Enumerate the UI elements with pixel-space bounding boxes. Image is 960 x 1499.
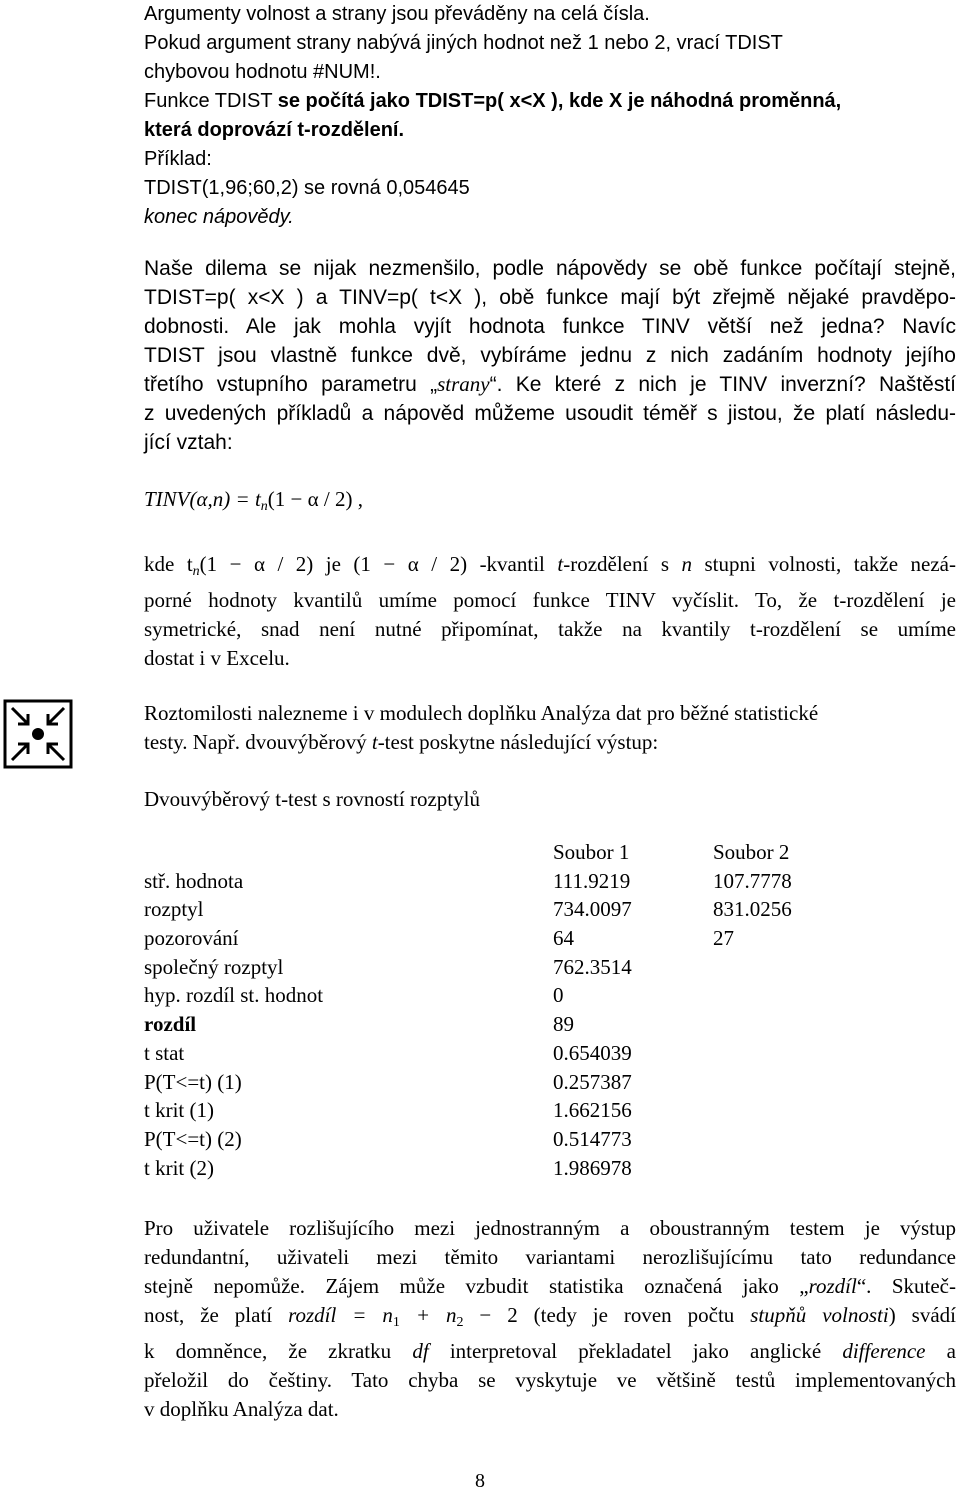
collapse-arrows-icon <box>2 698 74 770</box>
table-cell: 27 <box>713 926 734 951</box>
text-line: dostat i v Excelu. <box>144 646 290 670</box>
help-line: Příklad: <box>144 148 212 170</box>
italic-text: t <box>557 552 564 576</box>
table-cell: 1.662156 <box>553 1098 632 1123</box>
text: − 2 (tedy je roven počtu <box>463 1303 751 1327</box>
help-line <box>144 87 956 116</box>
italic-text: difference <box>842 1339 926 1363</box>
help-text: Funkce TDIST <box>144 90 278 112</box>
help-line: která doprovází t-rozdělení. <box>144 119 405 141</box>
help-line: konec nápovědy. <box>144 206 294 228</box>
table-cell: hyp. rozdíl st. hodnot <box>144 983 324 1008</box>
subscript: 1 <box>392 1315 400 1330</box>
table-cell: 89 <box>553 1012 574 1037</box>
table-cell: P(T<=t) (2) <box>144 1126 242 1151</box>
formula-text: + n <box>399 1303 457 1327</box>
text-line: jící vztah: <box>144 431 233 454</box>
page-number: 8 <box>475 1470 485 1492</box>
help-line: chybovou hodnotu #NUM!. <box>144 61 381 83</box>
text-line: symetrické, snad není nutné připomínat, takže na kvantily t-rozdělení se umíme <box>144 617 956 641</box>
italic-text: rozdíl <box>288 1303 337 1327</box>
text-line <box>144 1272 956 1301</box>
table-cell: pozorování <box>144 926 239 951</box>
help-line: Pokud argument strany nabývá jiných hodnot než 1 nebo 2, vrací TDIST <box>144 32 783 54</box>
formula-subscript: n <box>260 499 268 514</box>
text-line <box>144 1301 956 1337</box>
table-cell: 1.986978 <box>553 1155 632 1180</box>
table-cell: 0 <box>553 983 564 1008</box>
text-line: TDIST jsou vlastně funkce dvě, vybíráme jednu z nich zadáním hodnoty jejího <box>144 344 956 367</box>
table-cell: 0.654039 <box>553 1040 632 1065</box>
text-line: Roztomilosti nalezneme i v modulech doplňku Analýza dat pro běžné statistické <box>144 701 819 725</box>
table-cell: stř. hodnota <box>144 868 244 893</box>
help-line: TDIST(1,96;60,2) se rovná 0,054645 <box>144 177 470 199</box>
text: a <box>925 1339 956 1363</box>
italic-text: rozdíl <box>808 1274 857 1298</box>
text: “. Ke které z nich je TINV inverzní? Naštěstí <box>489 373 957 396</box>
paragraph-quantile <box>144 550 956 673</box>
text: ) svádí <box>888 1303 956 1327</box>
text-line <box>144 728 956 757</box>
text-line <box>144 1337 956 1366</box>
table-title-text: Dvouvýběrový t-test s rovností rozptylů <box>144 787 480 811</box>
table-cell: 831.0256 <box>713 897 792 922</box>
text-line: redundantní, uživateli mezi těmito variantami nerozlišujícímu tato redundance <box>144 1245 956 1269</box>
table-cell: 734.0097 <box>553 897 632 922</box>
table-cell: 111.9219 <box>553 868 631 893</box>
help-bold-text: se počítá jako TDIST=p( x<X ), kde X je náhodná proměnná, <box>277 90 842 112</box>
text: stupni volnosti, takže nezá- <box>692 552 956 576</box>
text: nost, že platí <box>144 1303 289 1327</box>
text-line: v doplňku Analýza dat. <box>144 1397 339 1421</box>
text: -rozdělení s <box>563 552 682 576</box>
text-line: přeložil do češtiny. Tato chyba se vyskytuje ve většině testů implementovaných <box>144 1368 956 1392</box>
text-line: Pro uživatele rozlišujícího mezi jednostranným a oboustranným testem je výstup <box>144 1216 956 1240</box>
italic-text: strany <box>437 372 490 396</box>
formula-rhs: (1 − α / 2) , <box>267 487 363 511</box>
table-cell: 64 <box>553 926 574 951</box>
formula-text: = n <box>336 1303 393 1327</box>
table-cell: t krit (1) <box>144 1098 214 1123</box>
italic-text: stupňů volnosti <box>750 1303 889 1327</box>
italic-text: t <box>371 730 378 754</box>
text-line <box>144 370 956 399</box>
table-cell: t krit (2) <box>144 1155 214 1180</box>
table-cell: P(T<=t) (1) <box>144 1069 242 1094</box>
text: stejně nepomůže. Zájem může vzbudit statistika označená jako „ <box>144 1274 809 1298</box>
table-cell: 0.257387 <box>553 1069 632 1094</box>
help-line: Argumenty volnost a strany jsou převáděny na celá čísla. <box>144 3 650 25</box>
text-line: dobnosti. Ale jak mohla vyjít hodnota funkce TINV větší než jedna? Navíc <box>144 315 956 338</box>
text-line: porné hodnoty kvantilů umíme pomocí funkce TINV vyčíslit. To, že t-rozdělení je <box>144 588 956 612</box>
subscript: 2 <box>456 1315 464 1330</box>
paragraph-analysis <box>144 699 956 757</box>
text-line: TDIST=p( x<X ) a TINV=p( t<X ), obě funkce mají být zřejmě nějaké pravděpo- <box>144 286 956 309</box>
text: testy. Např. dvouvýběrový <box>144 730 372 754</box>
paragraph-dilemma <box>144 254 956 457</box>
italic-text: n <box>681 552 692 576</box>
table-cell: společný rozptyl <box>144 954 284 979</box>
table-cell: rozdíl <box>144 1012 197 1037</box>
text: -test poskytne následující výstup: <box>377 730 659 754</box>
table-header-cell: Soubor 1 <box>553 840 630 864</box>
text: (1 − α / 2) je (1 − α / 2) -kvantil <box>199 552 558 576</box>
paragraph-redundancy <box>144 1214 956 1424</box>
text: “. Skuteč- <box>856 1274 956 1298</box>
table-cell: 0.514773 <box>553 1126 632 1151</box>
table-cell: 762.3514 <box>553 954 632 979</box>
subscript: n <box>192 564 200 579</box>
formula-lhs: TINV <box>144 487 190 511</box>
help-excerpt <box>144 0 956 232</box>
table-header-cell: Soubor 2 <box>713 840 790 864</box>
table-title <box>144 785 956 814</box>
text: interpretoval překladatel jako anglické <box>428 1339 843 1363</box>
table-cell: rozptyl <box>144 897 204 922</box>
text: kde t <box>144 552 193 576</box>
text: třetího vstupního parametru „ <box>144 373 438 396</box>
table-cell: 107.7778 <box>713 868 792 893</box>
text: k domněnce, že zkratku <box>144 1339 413 1363</box>
italic-text: df <box>412 1339 429 1363</box>
tinv-formula <box>144 487 363 515</box>
text-line: z uvedených příkladů a nápověd můžeme usoudit téměř s jistou, že platí následu- <box>144 402 956 425</box>
text-line: Naše dilema se nijak nezmenšilo, podle nápovědy se obě funkce počítají stejně, <box>144 257 956 280</box>
text-line <box>144 550 956 586</box>
table-cell: t stat <box>144 1040 185 1065</box>
formula-args: (α,n) = t <box>189 487 261 511</box>
